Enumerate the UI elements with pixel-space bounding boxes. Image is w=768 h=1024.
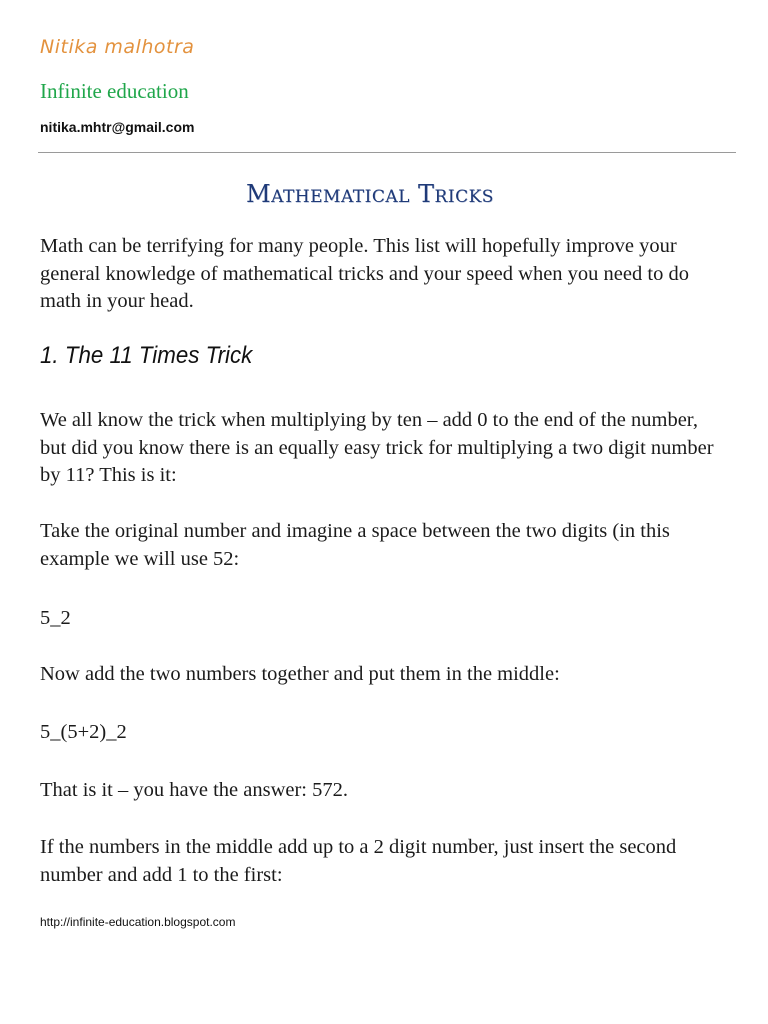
paragraph-carry-rule: If the numbers in the middle add up to a 2 digit number, just insert the second number and add 1 to the first: xyxy=(40,836,677,886)
footer-url[interactable]: http://infinite-education.blogspot.com xyxy=(40,915,236,929)
paragraph-add-numbers: Now add the two numbers together and put them in the middle: xyxy=(40,663,560,685)
author-email: nitika.mhtr@gmail.com xyxy=(40,119,195,135)
paragraph-multiply-ten: We all know the trick when multiplying by ten – add 0 to the end of the number, but did you know there is an equally easy trick for multiplying a two digit number by 11? This is it: xyxy=(40,409,714,486)
paragraph-original-number: Take the original number and imagine a space between the two digits (in this example we will use 52: xyxy=(40,520,670,570)
intro-paragraph: Math can be terrifying for many people. This list will hopefully improve your general knowledge of mathematical tricks and your speed when you need to do math in your head. xyxy=(40,235,689,312)
section-heading: 1. The 11 Times Trick xyxy=(40,342,253,369)
document-title: Mathematical Tricks xyxy=(246,180,494,208)
example-sum-middle: 5_(5+2)_2 xyxy=(40,721,127,743)
paragraph-answer: That is it – you have the answer: 572. xyxy=(40,779,349,801)
header-divider xyxy=(38,152,736,153)
author-name: Nitika malhotra xyxy=(40,36,195,58)
organization-name: Infinite education xyxy=(40,79,189,103)
example-split-digits: 5_2 xyxy=(40,607,71,629)
